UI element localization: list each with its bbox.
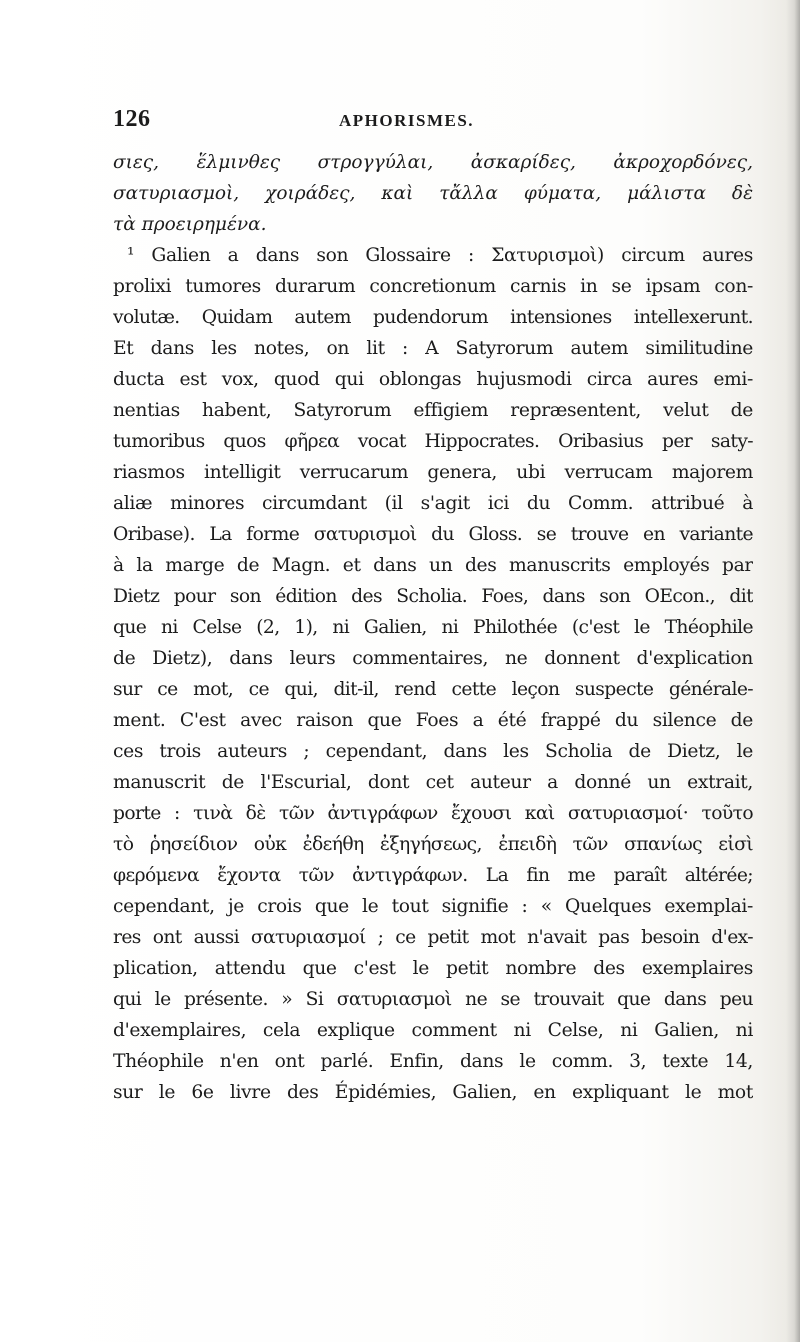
footnote-line: riasmos intelligit verrucarum genera, ubi verrucam majorem (113, 462, 753, 483)
greek-text-line: τὰ προειρημένα. (113, 214, 267, 235)
page-number: 126 (113, 106, 151, 132)
footnote-line: plication, attendu que c'est le petit nombre des exemplaires (113, 958, 753, 979)
footnote-line: τὸ ῥησείδιον οὐκ ἐδεήθη ἐξηγήσεως, ἐπειδὴ τῶν σπανίως εἰσὶ (113, 834, 753, 855)
footnote-line: Oribase). La forme σατυρισμοὶ du Gloss. se trouve en variante (113, 524, 753, 545)
running-head (113, 106, 753, 136)
footnote-line: prolixi tumores durarum concretionum carnis in se ipsam con- (113, 276, 753, 297)
footnote-line: ces trois auteurs ; cependant, dans les Scholia de Dietz, le (113, 741, 753, 762)
footnote-line: porte : τινὰ δὲ τῶν ἀντιγράφων ἔχουσι καὶ σατυριασμοί· τοῦτο (113, 803, 753, 824)
footnote-line: ment. C'est avec raison que Foes a été frappé du silence de (113, 710, 753, 731)
footnote-line: aliæ minores circumdant (il s'agit ici du Comm. attribué à (113, 493, 753, 514)
running-title: APHORISMES. (339, 111, 475, 130)
footnote-line: φερόμενα ἔχοντα τῶν ἀντιγράφων. La fin me paraît altérée; (113, 865, 753, 886)
footnote-line: cependant, je crois que le tout signifie : « Quelques exemplai- (113, 896, 753, 917)
footnote-line: d'exemplaires, cela explique comment ni Celse, ni Galien, ni (113, 1020, 753, 1041)
footnote-line: res ont aussi σατυριασμοί ; ce petit mot n'avait pas besoin d'ex- (113, 927, 753, 948)
footnote-line: de Dietz), dans leurs commentaires, ne donnent d'explication (113, 648, 753, 669)
footnote-line: volutæ. Quidam autem pudendorum intensiones intellexerunt. (113, 307, 753, 328)
greek-text-line: σατυριασμοὶ, χοιράδες, καὶ τἄλλα φύματα, μάλιστα δὲ (113, 183, 753, 204)
greek-text-line: σιες, ἕλμινθες στρογγύλαι, ἀσκαρίδες, ἀκροχορδόνες, (113, 152, 753, 173)
footnote-line: Théophile n'en ont parlé. Enfin, dans le comm. 3, texte 14, (113, 1051, 753, 1072)
footnote-line: nentias habent, Satyrorum effigiem repræsentent, velut de (113, 400, 753, 421)
footnote-line: à la marge de Magn. et dans un des manuscrits employés par (113, 555, 753, 576)
page-edge-shadow (786, 0, 800, 1342)
footnote-line: tumoribus quos φῆρεα vocat Hippocrates. Oribasius per saty- (113, 431, 753, 452)
footnote-line: sur ce mot, ce qui, dit-il, rend cette leçon suspecte générale- (113, 679, 753, 700)
footnote-line: Dietz pour son édition des Scholia. Foes, dans son OEcon., dit (113, 586, 753, 607)
footnote-line: qui le présente. » Si σατυριασμοὶ ne se trouvait que dans peu (113, 989, 753, 1010)
footnote-line: ducta est vox, quod qui oblongas hujusmodi circa aures emi- (113, 369, 753, 390)
footnote-line: que ni Celse (2, 1), ni Galien, ni Philothée (c'est le Théophile (113, 617, 753, 638)
footnote-line: ¹ Galien a dans son Glossaire : Σατυρισμοὶ) circum aures (127, 245, 753, 266)
footnote-line: manuscrit de l'Escurial, dont cet auteur a donné un extrait, (113, 772, 753, 793)
footnote-line: Et dans les notes, on lit : A Satyrorum autem similitudine (113, 338, 753, 359)
footnote-line: sur le 6e livre des Épidémies, Galien, en expliquant le mot (113, 1082, 753, 1103)
body-text (113, 147, 753, 1108)
